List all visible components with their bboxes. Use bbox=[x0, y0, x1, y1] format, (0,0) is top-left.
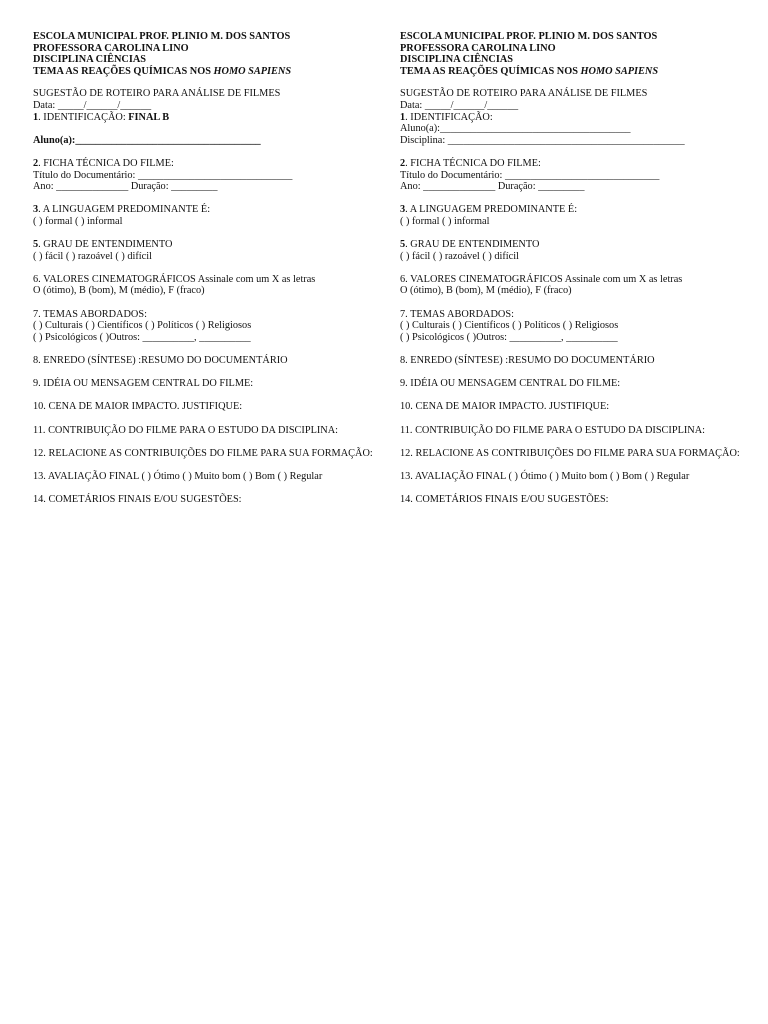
section-13: 13. AVALIAÇÃO FINAL ( ) Ótimo ( ) Muito bom ( ) Bom ( ) Regular bbox=[33, 470, 323, 482]
teacher-name: PROFESSORA CAROLINA LINO bbox=[33, 42, 189, 54]
section-3-number: 3 bbox=[33, 204, 39, 216]
section-5-label: . GRAU DE ENTENDIMENTO bbox=[38, 239, 173, 251]
section-3-label: . A LINGUAGEM PREDOMINANTE É: bbox=[38, 204, 211, 216]
year-duration-field: Ano: ______________ Duração: _________ bbox=[400, 181, 585, 193]
themes-options-1: ( ) Culturais ( ) Científicos ( ) Políticos ( ) Religiosos bbox=[33, 320, 252, 332]
section-2-number: 2 bbox=[33, 157, 39, 169]
section-13: 13. AVALIAÇÃO FINAL ( ) Ótimo ( ) Muito bom ( ) Bom ( ) Regular bbox=[400, 470, 690, 482]
section-8: 8. ENREDO (SÍNTESE) :RESUMO DO DOCUMENTÁRIO bbox=[400, 355, 655, 367]
year-duration-field: Ano: ______________ Duração: _________ bbox=[33, 181, 218, 193]
section-5-number: 5 bbox=[33, 239, 39, 251]
section-9: 9. IDÉIA OU MENSAGEM CENTRAL DO FILME: bbox=[33, 378, 254, 390]
rating-scale: O (ótimo), B (bom), M (médio), F (fraco) bbox=[400, 285, 572, 297]
theme-prefix: TEMA AS REAÇÕES QUÍMICAS NOS bbox=[33, 65, 214, 77]
section-2-heading bbox=[33, 158, 395, 170]
language-options: ( ) formal ( ) informal bbox=[33, 215, 123, 227]
section-11: 11. CONTRIBUIÇÃO DO FILME PARA O ESTUDO DA DISCIPLINA: bbox=[400, 424, 706, 436]
understanding-options: ( ) fácil ( ) razoável ( ) difícil bbox=[33, 250, 152, 262]
theme-prefix: TEMA AS REAÇÕES QUÍMICAS NOS bbox=[400, 65, 581, 77]
section-3-heading bbox=[400, 204, 762, 216]
section-12: 12. RELACIONE AS CONTRIBUIÇÕES DO FILME PARA SUA FORMAÇÃO: bbox=[400, 447, 740, 459]
student-field: Aluno(a):_____________________________________ bbox=[400, 123, 631, 135]
school-name: ESCOLA MUNICIPAL PROF. PLINIO M. DOS SANTOS bbox=[33, 31, 291, 42]
subject-name: DISCIPLINA CIÊNCIAS bbox=[400, 54, 514, 66]
section-12: 12. RELACIONE AS CONTRIBUIÇÕES DO FILME PARA SUA FORMAÇÃO: bbox=[33, 447, 373, 459]
discipline-field: Disciplina: ______________________________________________ bbox=[400, 134, 685, 146]
section-3-label: . A LINGUAGEM PREDOMINANTE É: bbox=[405, 204, 578, 216]
section-5-number: 5 bbox=[400, 239, 406, 251]
themes-options-2: ( ) Psicológicos ( )Outros: __________, __________ bbox=[400, 331, 618, 343]
school-name: ESCOLA MUNICIPAL PROF. PLINIO M. DOS SANTOS bbox=[400, 31, 658, 42]
themes-options-2: ( ) Psicológicos ( )Outros: __________, __________ bbox=[33, 331, 251, 343]
section-1-number: 1 bbox=[400, 111, 406, 123]
section-2-number: 2 bbox=[400, 157, 406, 169]
section-1-label: . IDENTIFICAÇÃO: bbox=[405, 111, 493, 123]
rating-scale: O (ótimo), B (bom), M (médio), F (fraco) bbox=[33, 285, 205, 297]
section-9: 9. IDÉIA OU MENSAGEM CENTRAL DO FILME: bbox=[400, 378, 621, 390]
theme-line bbox=[400, 66, 762, 78]
form-title: SUGESTÃO DE ROTEIRO PARA ANÁLISE DE FILMES bbox=[400, 88, 648, 100]
section-5-label: . GRAU DE ENTENDIMENTO bbox=[405, 239, 540, 251]
section-7-heading: 7. TEMAS ABORDADOS: bbox=[400, 308, 514, 320]
theme-italic: HOMO SAPIENS bbox=[213, 65, 292, 77]
subject-name: DISCIPLINA CIÊNCIAS bbox=[33, 54, 147, 66]
form-title: SUGESTÃO DE ROTEIRO PARA ANÁLISE DE FILMES bbox=[33, 88, 281, 100]
language-options: ( ) formal ( ) informal bbox=[400, 215, 490, 227]
student-field: Aluno(a):____________________________________ bbox=[33, 134, 261, 146]
section-7-heading: 7. TEMAS ABORDADOS: bbox=[33, 308, 147, 320]
section-5-heading bbox=[33, 239, 395, 251]
left-worksheet bbox=[33, 31, 395, 506]
section-2-label: . FICHA TÉCNICA DO FILME: bbox=[405, 157, 541, 169]
section-10: 10. CENA DE MAIOR IMPACTO. JUSTIFIQUE: bbox=[33, 401, 243, 413]
section-2-heading bbox=[400, 158, 762, 170]
section-1-number: 1 bbox=[33, 111, 39, 123]
theme-italic: HOMO SAPIENS bbox=[580, 65, 659, 77]
theme-line bbox=[33, 66, 395, 78]
section-8: 8. ENREDO (SÍNTESE) :RESUMO DO DOCUMENTÁRIO bbox=[33, 355, 288, 367]
documentary-title-field: Título do Documentário: ______________________________ bbox=[33, 169, 293, 181]
understanding-options: ( ) fácil ( ) razoável ( ) difícil bbox=[400, 250, 519, 262]
section-11: 11. CONTRIBUIÇÃO DO FILME PARA O ESTUDO DA DISCIPLINA: bbox=[33, 424, 339, 436]
section-1-identification bbox=[33, 112, 395, 124]
teacher-name: PROFESSORA CAROLINA LINO bbox=[400, 42, 556, 54]
section-3-heading bbox=[33, 204, 395, 216]
section-14: 14. COMETÁRIOS FINAIS E/OU SUGESTÕES: bbox=[33, 494, 242, 506]
class-final-b: FINAL B bbox=[128, 111, 170, 123]
documentary-title-field: Título do Documentário: ______________________________ bbox=[400, 169, 660, 181]
date-field: Data: _____/______/______ bbox=[400, 99, 519, 111]
section-6-heading: 6. VALORES CINEMATOGRÁFICOS Assinale com um X as letras bbox=[33, 273, 316, 285]
section-1-label: . IDENTIFICAÇÃO: bbox=[38, 111, 129, 123]
section-14: 14. COMETÁRIOS FINAIS E/OU SUGESTÕES: bbox=[400, 494, 609, 506]
right-worksheet bbox=[400, 31, 762, 506]
section-5-heading bbox=[400, 239, 762, 251]
themes-options-1: ( ) Culturais ( ) Científicos ( ) Políticos ( ) Religiosos bbox=[400, 320, 619, 332]
section-10: 10. CENA DE MAIOR IMPACTO. JUSTIFIQUE: bbox=[400, 401, 610, 413]
section-1-identification bbox=[400, 112, 762, 124]
section-2-label: . FICHA TÉCNICA DO FILME: bbox=[38, 157, 174, 169]
section-3-number: 3 bbox=[400, 204, 406, 216]
date-field: Data: _____/______/______ bbox=[33, 99, 152, 111]
section-6-heading: 6. VALORES CINEMATOGRÁFICOS Assinale com um X as letras bbox=[400, 273, 683, 285]
